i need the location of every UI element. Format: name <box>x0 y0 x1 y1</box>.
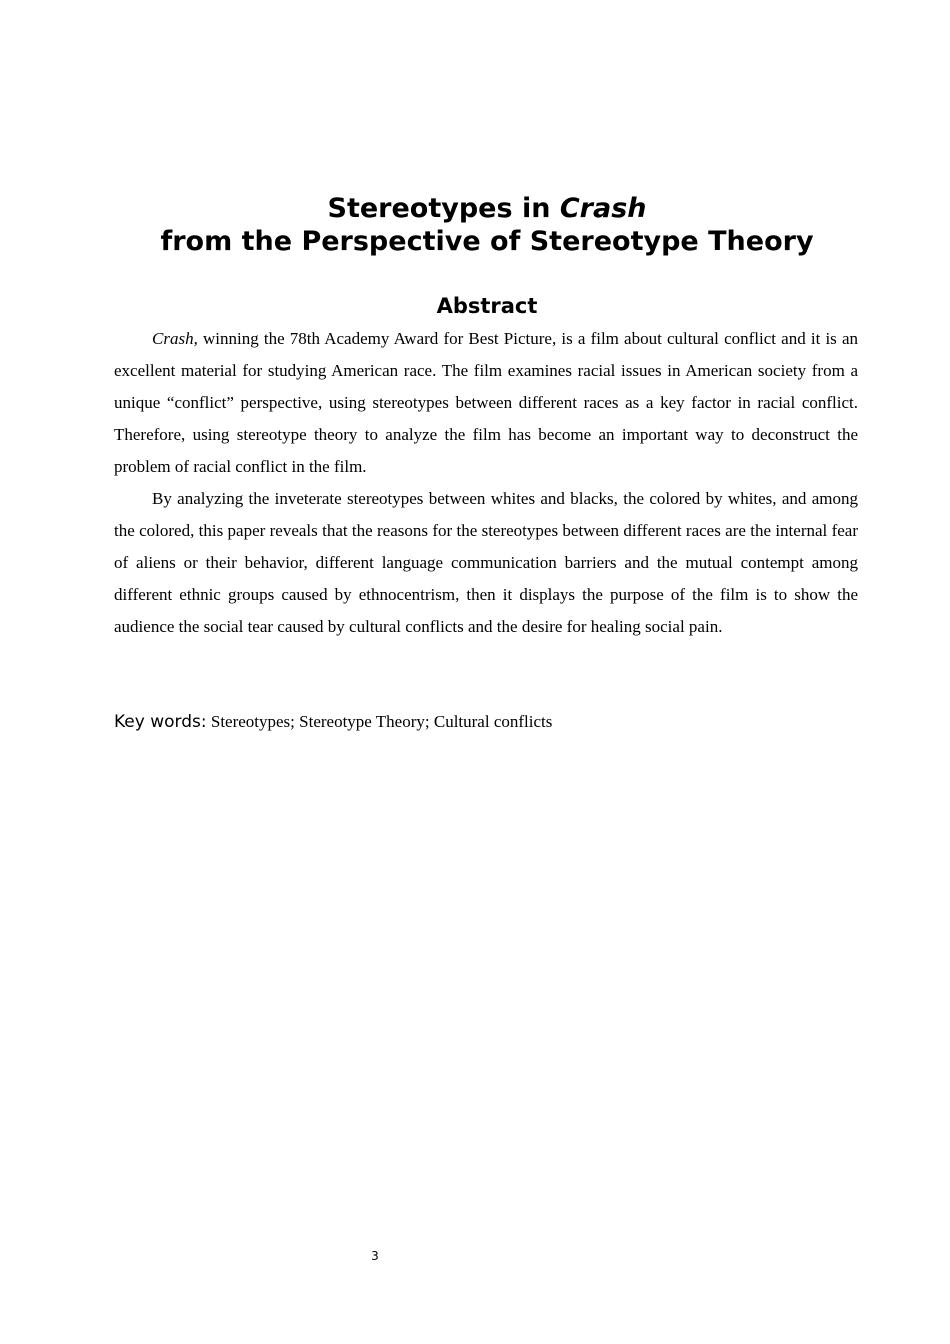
abstract-body <box>114 323 858 643</box>
keywords-value: Stereotypes; Stereotype Theory; Cultural conflicts <box>210 712 553 731</box>
title-line-2: from the Perspective of Stereotype Theory <box>160 226 814 257</box>
keywords-line <box>114 708 858 736</box>
page-number: 3 <box>371 1249 379 1263</box>
abstract-heading: Abstract <box>436 294 538 318</box>
abstract-film-name: Crash <box>152 329 194 348</box>
keywords-label: Key words: <box>114 712 207 732</box>
abstract-paragraph-2: By analyzing the inveterate stereotypes between whites and blacks, the colored by whites, and among the colored, this paper reveals that the reasons for the stereotypes between different races are the internal fear of aliens or their behavior, different language communication barriers and the mutual contempt among different ethnic groups caused by ethnocentrism, then it displays the purpose of the film is to show the audience the social tear caused by cultural conflicts and the desire for healing social pain. <box>114 489 858 636</box>
abstract-paragraph-1 <box>114 323 858 483</box>
abstract-paragraph-1-text: , winning the 78th Academy Award for Best Picture, is a film about cultural conflict and it is an excellent material for studying American race. The film examines racial issues in American society from a unique “conflict” perspective, using stereotypes between different races as a key factor in racial conflict. Therefore, using stereotype theory to analyze the film has become an important way to deconstruct the problem of racial conflict in the film. <box>114 329 858 476</box>
title-prefix: Stereotypes in <box>327 193 560 224</box>
paper-title <box>0 192 950 258</box>
title-line-1 <box>0 192 950 225</box>
title-film-name: Crash <box>559 193 647 224</box>
